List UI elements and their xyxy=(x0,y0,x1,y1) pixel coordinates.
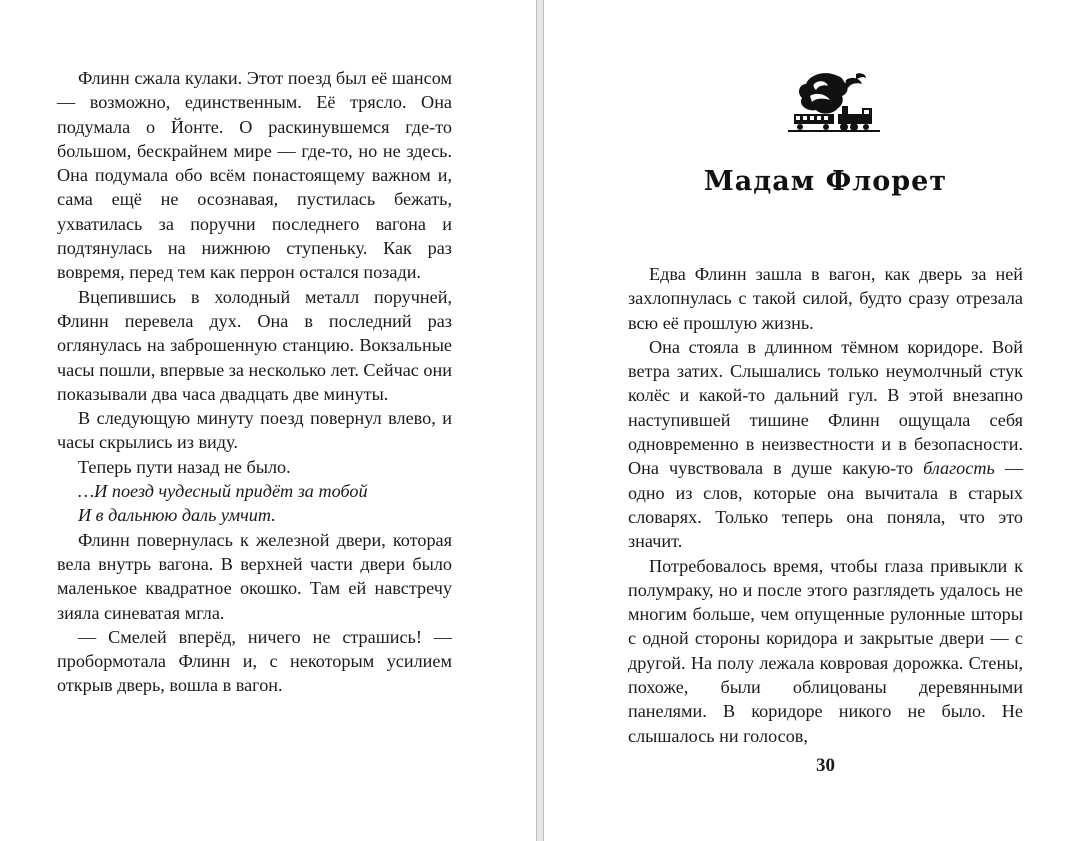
poem-line: И в дальнюю даль умчит. xyxy=(78,505,276,526)
italic-word: благость xyxy=(923,458,995,479)
paragraph: Едва Флинн зашла в вагон, как дверь за ней захлопнулась с такой силой, будто сразу отрезала всю её прошлую жизнь. xyxy=(628,264,1023,333)
poem-line: …И поезд чудесный придёт за тобой xyxy=(78,481,368,502)
paragraph-part: Она стояла в длинном тёмном коридоре. Вой ветра затих. Слышались только неумолчный стук колёс и какой-то дальний гул. В этой внезапно наступившей тишине Флинн ощущала себя одновременно в неизвестности и в безопасности. Она чувствовала в душе какую-то xyxy=(628,336,1023,479)
paragraph: В следующую минуту поезд повернул влево, и часы скрылись из виду. xyxy=(57,408,452,453)
paragraph: — Смелей вперёд, ничего не страшись! — пробормотала Флинн и, с некоторым усилием открыв дверь, вошла в вагон. xyxy=(57,626,452,696)
paragraph xyxy=(628,335,1023,554)
paragraph: Вцепившись в холодный металл поручней, Флинн перевела дух. Она в последний раз оглянулась на заброшенную станцию. Вокзальные часы пошли, впервые за несколько лет. Сейчас они показывали два часа двадцать две минуты. xyxy=(57,286,452,404)
left-page-text xyxy=(57,66,452,698)
right-page-text xyxy=(628,262,1023,748)
steam-locomotive-icon xyxy=(786,70,882,134)
page-number: 30 xyxy=(816,755,835,776)
paragraph: Теперь пути назад не было. xyxy=(78,456,291,477)
paragraph: Флинн повернулась к железной двери, которая вела внутрь вагона. В верхней части двери было маленькое квадратное окошко. Там ей навстречу зияла синеватая мгла. xyxy=(57,529,452,623)
paragraph: Потребовалось время, чтобы глаза привыкли к полумраку, но и после этого разглядеть удалось не многим больше, чем опущенные рулонные шторы с одной стороны коридора и закрытые двери — с другой. На полу лежала ковровая дорожка. Стены, похоже, были облицованы деревянными панелями. В коридоре никого не было. Не слышалось ни голосов, xyxy=(628,555,1023,746)
chapter-title: Мадам Флорет xyxy=(703,166,948,197)
paragraph: Флинн сжала кулаки. Этот поезд был её шансом — возможно, единственным. Её трясло. Она подумала о Йонте. О раскинувшемся где-то большом, бескрайнем мире — где-то, но не здесь. Она подумала обо всём понастоящему важном и, сама ещё не осознавая, пустилась бежать, ухватилась за поручни последнего вагона и подтянулась на нижнюю ступеньку. Как раз вовремя, перед тем как перрон остался позади. xyxy=(57,68,452,283)
paragraph-part: — одно из слов, которые она вычитала в старых словарях. Только теперь она поняла, что это значит. xyxy=(628,458,1024,552)
